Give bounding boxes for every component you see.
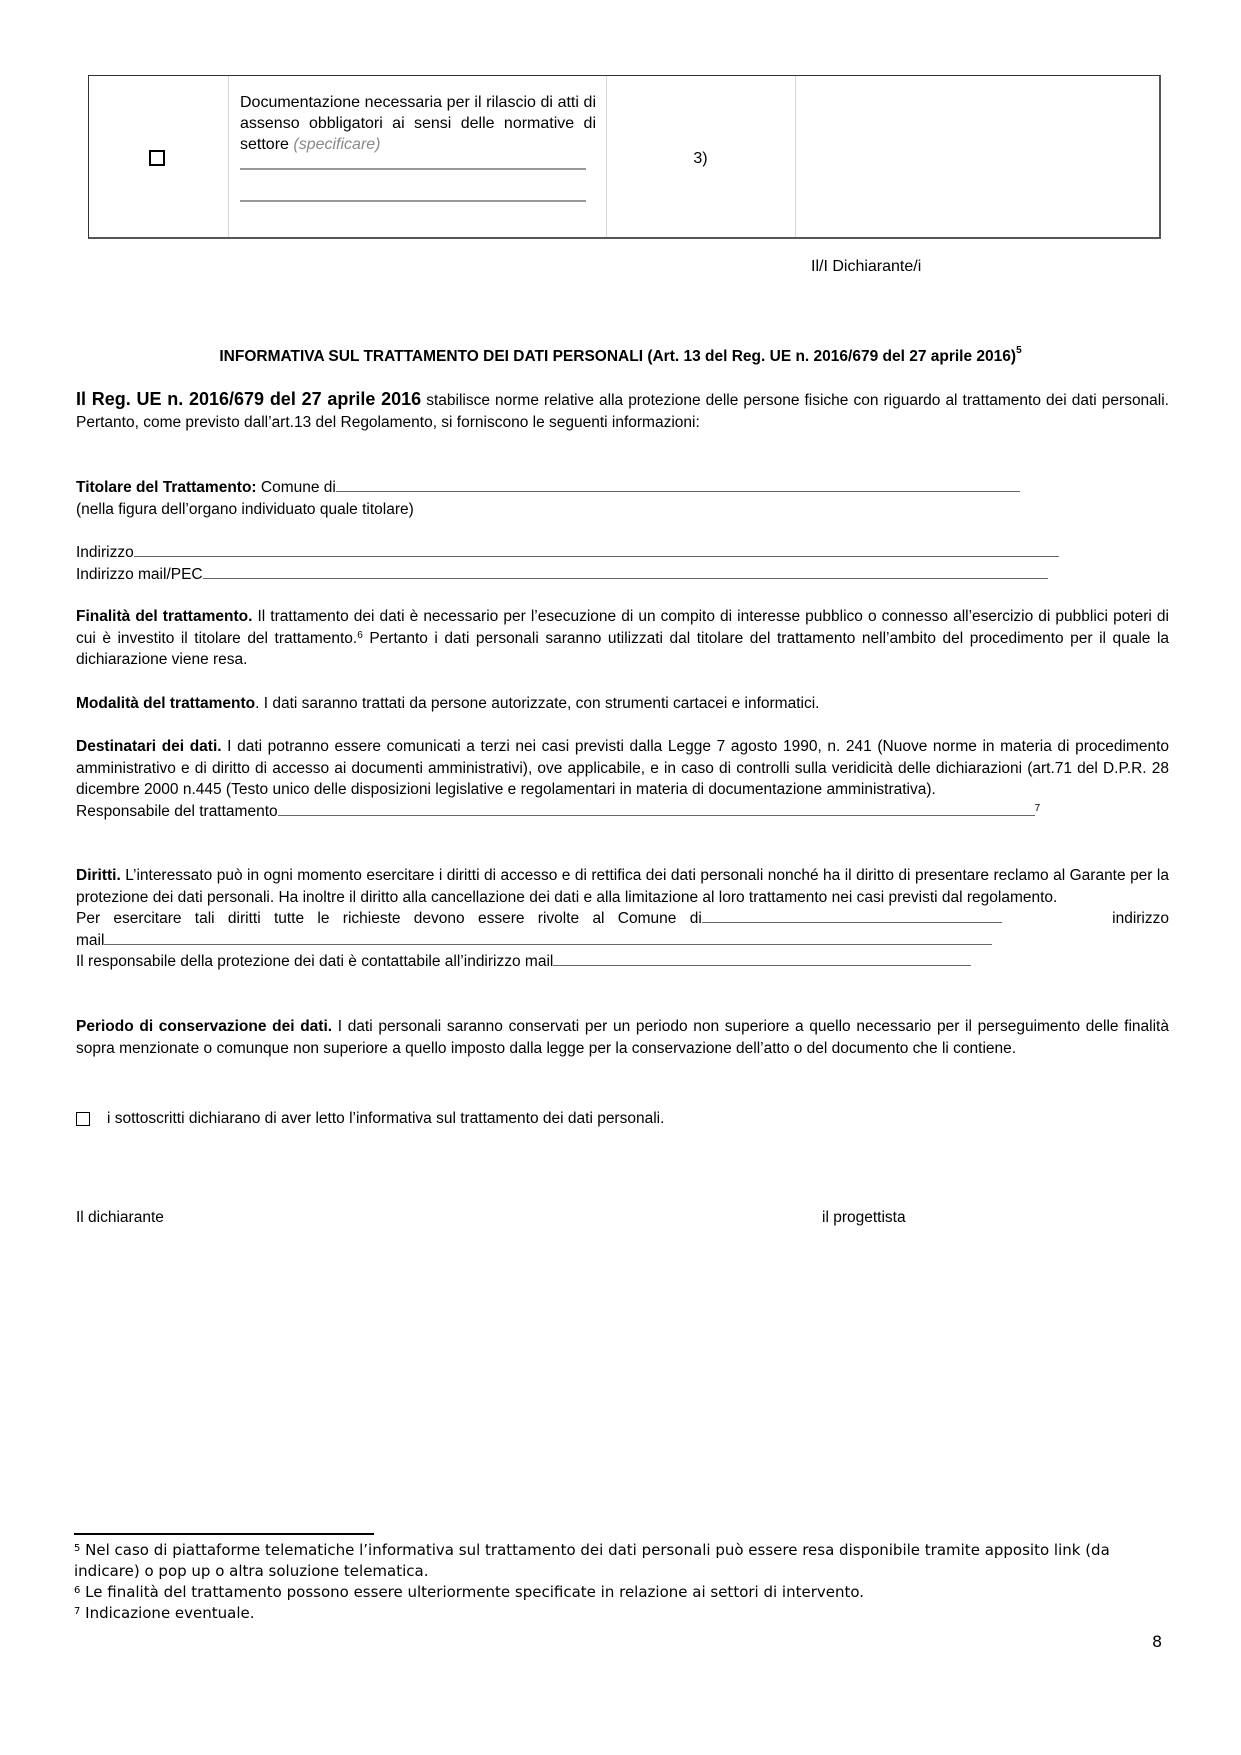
footnote-ref-6[interactable]: 6 <box>357 629 363 641</box>
esercitare-comune-field[interactable] <box>702 908 1002 923</box>
destinatari-paragraph: Destinatari dei dati. I dati potranno essere comunicati a terzi nei casi previsti dalla Legge 7 agosto 1990, n. 241 (Nuove norme in materia di procedimento amministrativo e di diritto di accesso ai documenti amministrativi), ove applicabile, e in caso di controlli sulla veridicità delle dichiarazioni (art.71 del D.P.R. 28 dicembre 2000 n.445 (Testo unico delle disposizioni legislative e regolamentari in materia di documentazione amministrativa). Responsabile del trattamento $^7$ <box>76 738 1169 820</box>
specify-line-1[interactable] <box>240 168 586 170</box>
footnote-6: $^6$ Le finalità del trattamento possono essere ulteriormente specificate in relazione ai settori di intervento. <box>74 1583 865 1601</box>
esercitare-mail-field[interactable] <box>104 930 992 945</box>
documentation-table <box>88 75 1161 239</box>
indirizzo-section: Indirizzo Indirizzo mail/PEC <box>76 542 1169 585</box>
footnotes <box>74 1540 1174 1624</box>
footnote-separator <box>74 1533 374 1535</box>
description-cell <box>228 76 607 237</box>
intro-paragraph: Il Reg. UE n. 2016/679 del 27 aprile 2016 stabilisce norme relative alla protezione delle persone fisiche con riguardo al trattamento dei dati personali. Pertanto, come previsto dall’art.13 del Regolamento, si forniscono le seguenti informazioni: <box>76 389 1169 431</box>
specify-line-2[interactable] <box>240 200 586 202</box>
footnote-ref-5[interactable]: 5 <box>1016 345 1022 356</box>
consent-row: i sottoscritti dichiarano di aver letto l’informativa sul trattamento dei dati personali. <box>76 1110 664 1128</box>
documentation-checkbox[interactable] <box>149 150 165 166</box>
mail-pec-field[interactable] <box>203 564 1048 579</box>
consent-checkbox[interactable] <box>76 1112 90 1126</box>
finalita-paragraph: Finalità del trattamento. Il trattamento dei dati è necessario per l’esecuzione di un compito di interesse pubblico o connesso all’esercizio di pubblici poteri di cui è investito il titolare del trattamento.$^6$ Pertanto i dati personali saranno utilizzati dal titolare del trattamento nell’ambito del procedimento per il quale la dichiarazione viene resa. <box>76 608 1170 668</box>
footnote-ref-7[interactable]: 7 <box>1034 802 1041 814</box>
comune-field[interactable] <box>336 477 1020 492</box>
number-cell <box>606 76 796 237</box>
checkbox-cell <box>89 76 229 237</box>
signature-dichiarante: Il dichiarante <box>76 1209 164 1226</box>
dichiaranti-label: Il/I Dichiarante/i <box>811 258 922 275</box>
footnote-7: $^7$ Indicazione eventuale. <box>74 1604 255 1622</box>
description-text: Documentazione necessaria per il rilascio di atti di assenso obbligatori ai sensi delle normative di settore (specificare) <box>240 94 596 153</box>
modalita-paragraph: Modalità del trattamento. I dati saranno trattati da persone autorizzate, con strumenti cartacei e informatici. <box>76 695 820 712</box>
signature-progettista: il progettista <box>822 1209 906 1226</box>
responsabile-field[interactable] <box>278 801 1035 816</box>
footnote-5: $^5$ Nel caso di piattaforme telematiche l’informativa sul trattamento dei dati personali può essere resa disponibile tramite apposito link (da indicare) o pop up o altra soluzione telematica. <box>74 1541 1110 1580</box>
notes-cell[interactable] <box>795 76 1159 237</box>
page-number: 8 <box>1152 1632 1163 1651</box>
row-number: 3) <box>693 150 708 167</box>
indirizzo-field[interactable] <box>134 542 1059 557</box>
titolare-section: Titolare del Trattamento: Comune di (nella figura dell’organo individuato quale titolare) <box>76 477 1169 520</box>
specify-hint: (specificare) <box>293 136 381 153</box>
informativa-title: INFORMATIVA SUL TRATTAMENTO DEI DATI PERSONALI (Art. 13 del Reg. UE n. 2016/679 del 27 aprile 2016)$^5$ <box>219 345 1022 365</box>
dpo-mail-field[interactable] <box>553 951 971 966</box>
periodo-paragraph: Periodo di conservazione dei dati. I dati personali saranno conservati per un periodo non superiore a quello necessario per il perseguimento delle finalità sopra menzionate o comunque non superiore a quello imposto dalla legge per la conservazione dell’atto o del documento che li contiene. <box>76 1018 1169 1057</box>
diritti-paragraph: Diritti. L’interessato può in ogni momento esercitare i diritti di accesso e di rettifica dei dati personali nonché ha il diritto di presentare reclamo al Garante per la protezione dei dati personali. Ha inoltre il diritto alla cancellazione dei dati e alla limitazione al loro trattamento nei casi previsti dal regolamento. Per esercitare tali diritti tutte le richieste devono essere rivolte al Comune di indirizzo mail Il responsabile della protezione dei dati è contattabile all’indirizzo mail <box>76 867 1169 970</box>
